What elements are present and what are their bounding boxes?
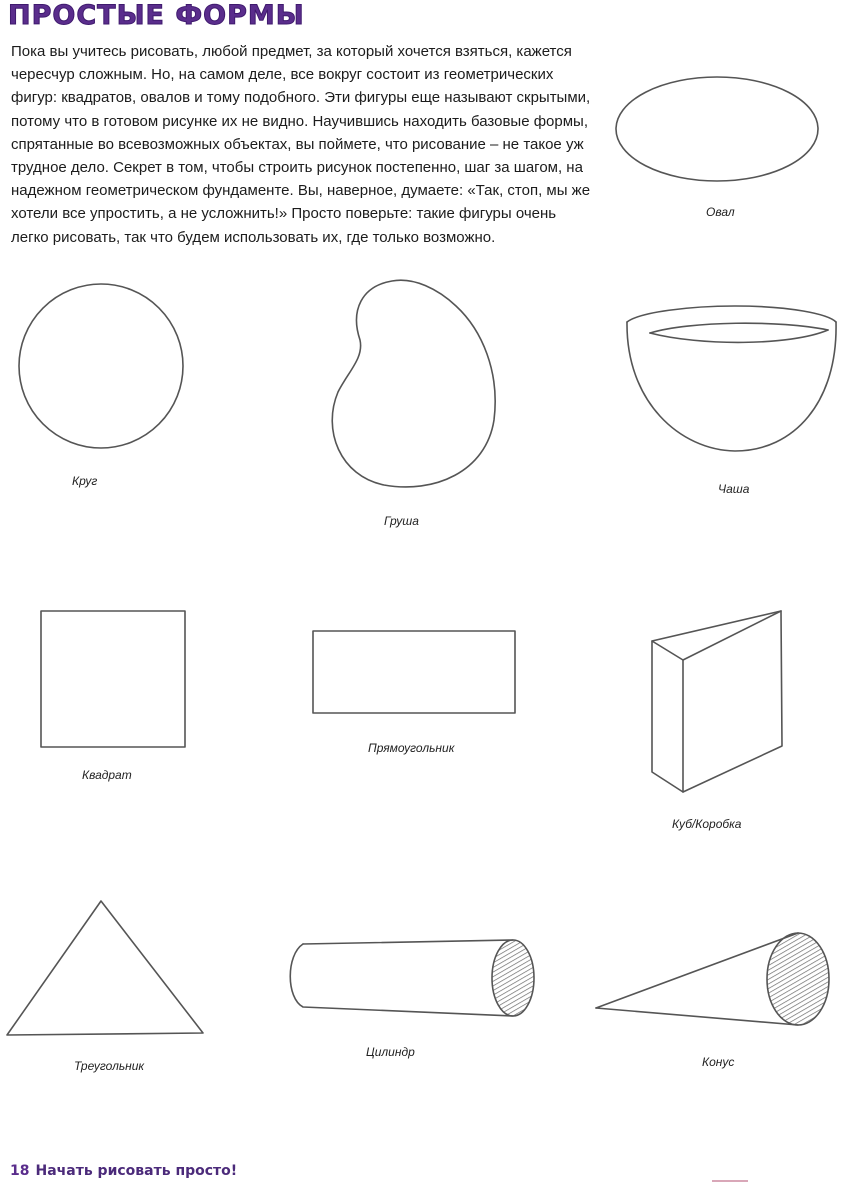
oval-drawing — [616, 77, 818, 181]
caption-cone: Конус — [702, 1055, 735, 1069]
pear-drawing — [332, 280, 495, 487]
cylinder-drawing — [290, 940, 534, 1016]
square-drawing — [41, 611, 185, 747]
page-number: 18 — [10, 1163, 30, 1179]
triangle-drawing — [7, 901, 203, 1035]
page-footer — [10, 1163, 237, 1179]
footer-rule — [712, 1180, 748, 1182]
box-drawing — [652, 611, 782, 792]
caption-bowl: Чаша — [718, 482, 750, 496]
page-title: ПРОСТЫЕ ФОРМЫ — [8, 0, 305, 31]
caption-box: Куб/Коробка — [672, 817, 742, 831]
caption-cylinder: Цилиндр — [366, 1045, 415, 1059]
bowl-drawing — [627, 306, 836, 451]
caption-square: Квадрат — [82, 768, 132, 782]
caption-pear: Груша — [384, 514, 419, 528]
rectangle-drawing — [313, 631, 515, 713]
caption-triangle: Треугольник — [74, 1059, 145, 1073]
circle-drawing — [19, 284, 183, 448]
cone-drawing — [596, 933, 829, 1025]
intro-paragraph: Пока вы учитесь рисовать, любой предмет, за который хочется взяться, кажется чересчур сложным. Но, на самом деле, все вокруг состоит из геометрических фигур: квадратов, овалов и тому подобного. Эти фигуры еще называют скрытыми, потому что в готовом рисунке их не видно. Научившись находить базовые формы, спрятанные во всевозможных объектах, вы поймете, что рисование – не такое уж трудное дело. Секрет в том, чтобы строить рисунок постепенно, шаг за шагом, на надежном геометрическом фундаменте. Вы, наверное, думаете: «Так, стоп, мы же хотели все упростить, а не усложнить!» Просто поверьте: такие фигуры очень легко рисовать, так что будем использовать их, где только возможно. — [11, 43, 591, 246]
caption-circle: Круг — [72, 474, 98, 488]
caption-oval: Овал — [706, 205, 735, 219]
caption-rectangle: Прямоугольник — [368, 741, 455, 755]
book-title: Начать рисовать просто! — [35, 1163, 238, 1179]
